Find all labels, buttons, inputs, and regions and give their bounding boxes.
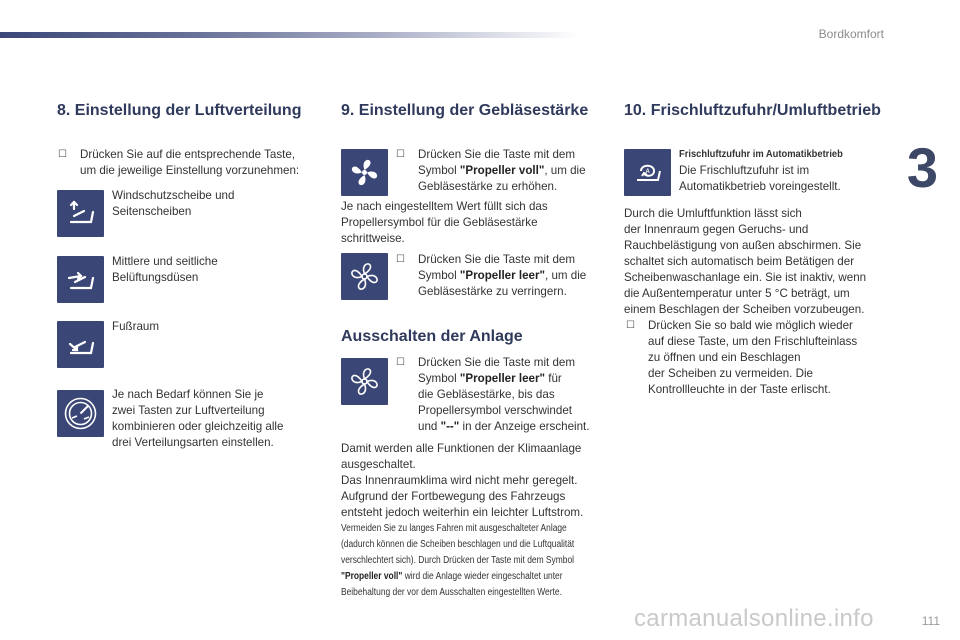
col1-title: 8. Einstellung der Luftverteilung bbox=[57, 102, 302, 119]
col3-paragraph: Durch die Umluftfunktion lässt sich der Innenraum gegen Geruchs- und Rauchbelästigung von außen abschirmen. Sie schaltet sich automatisch beim Betätigen der Scheibenwaschanlage ein. Sie ist inaktiv, wenn die Außentemperatur unter 5 °C beträgt, um einem Beschlagen der Scheiben vorzubeugen. bbox=[624, 207, 867, 316]
col2-bullet-decrease: ☐ Drücken Sie die Taste mit dem Symbol "Propeller leer", um die Gebläsestärke zu verringern. bbox=[396, 253, 587, 298]
col1-item-footwell: Fußraum bbox=[112, 320, 160, 333]
col1-combo-text: Je nach Bedarf können Sie je zwei Tasten zur Luftverteilung kombinieren oder gleichzeitig alle drei Verteilungsarten einstellen. bbox=[112, 388, 284, 449]
svg-text:A: A bbox=[645, 169, 650, 175]
bullet-icon: ☐ bbox=[396, 254, 405, 265]
bullet-icon: ☐ bbox=[626, 320, 635, 331]
bullet-icon: ☐ bbox=[58, 149, 67, 160]
header-bar bbox=[0, 32, 580, 38]
col1-intro: ☐ Drücken Sie auf die entsprechende Taste, um die jeweilige Einstellung vorzunehmen: bbox=[58, 148, 300, 177]
col3-auto-heading: Frischluftzufuhr im Automatikbetrieb bbox=[679, 149, 843, 160]
col1-item-vents: Mittlere und seitliche Belüftungsdüsen bbox=[112, 255, 218, 284]
recirculation-auto-icon bbox=[624, 149, 671, 196]
col2-paragraph-shutdown: Damit werden alle Funktionen der Klimaanlage ausgeschaltet. Das Innenraumklima wird nicht mehr geregelt. Aufgrund der Fortbewegung des Fahrzeugs entsteht jedoch weiterhin ein leichter Luftstrom. bbox=[341, 442, 584, 519]
col2-note: Vermeiden Sie zu langes Fahren mit ausgeschalteter Anlage (dadurch können die Scheiben beschlagen und die Luftqualität verschlechtert sich). Durch Drücken der Taste mit dem Symbol "Propeller voll" wird die Anlage wieder eingeschaltet unter Beibehaltung der vor dem Ausschalten eingestellten Werte. bbox=[341, 523, 575, 598]
fan-empty-icon bbox=[341, 253, 388, 300]
col3-auto-text: Die Frischluftzufuhr ist im Automatikbetrieb voreingestellt. bbox=[679, 164, 841, 193]
vents-airflow-icon bbox=[57, 256, 104, 303]
col2-bullet-increase: ☐ Drücken Sie die Taste mit dem Symbol "Propeller voll", um die Gebläsestärke zu erhöhen. bbox=[396, 148, 586, 193]
fan-full-icon bbox=[341, 149, 388, 196]
air-distribution-dial-icon bbox=[57, 390, 104, 437]
chapter-number: 3 bbox=[906, 136, 938, 199]
col2-bullet-shutdown: ☐ Drücken Sie die Taste mit dem Symbol "Propeller leer" für die Gebläsestärke, bis das Propellersymbol verschwindet und "--" in der Anzeige erscheint. bbox=[396, 356, 590, 433]
watermark: carmanualsonline.info bbox=[634, 605, 874, 632]
col2-title-shutdown: Ausschalten der Anlage bbox=[341, 328, 523, 345]
col3-title: 10. Frischluftzufuhr/Umluftbetrieb bbox=[624, 102, 881, 119]
fan-empty-icon-shutdown bbox=[341, 358, 388, 405]
col3-bullet: ☐ Drücken Sie so bald wie möglich wieder auf diese Taste, um den Frischlufteinlass zu öffnen und ein Beschlagen der Scheiben zu vermeiden. Die Kontrollleuchte in der Taste erlischt. bbox=[626, 319, 858, 396]
col1-item-windshield: Windschutzscheibe und Seitenscheiben bbox=[112, 189, 235, 218]
page-number: 111 bbox=[921, 614, 940, 628]
windshield-airflow-icon bbox=[57, 190, 104, 237]
footwell-airflow-icon bbox=[57, 321, 104, 368]
bullet-icon: ☐ bbox=[396, 357, 405, 368]
section-label: Bordkomfort bbox=[818, 27, 884, 41]
bullet-icon: ☐ bbox=[396, 149, 405, 160]
col2-paragraph-fill: Je nach eingestelltem Wert füllt sich das Propellersymbol für die Gebläsestärke schrittweise. bbox=[341, 200, 548, 245]
col2-title: 9. Einstellung der Gebläsestärke bbox=[341, 102, 589, 119]
